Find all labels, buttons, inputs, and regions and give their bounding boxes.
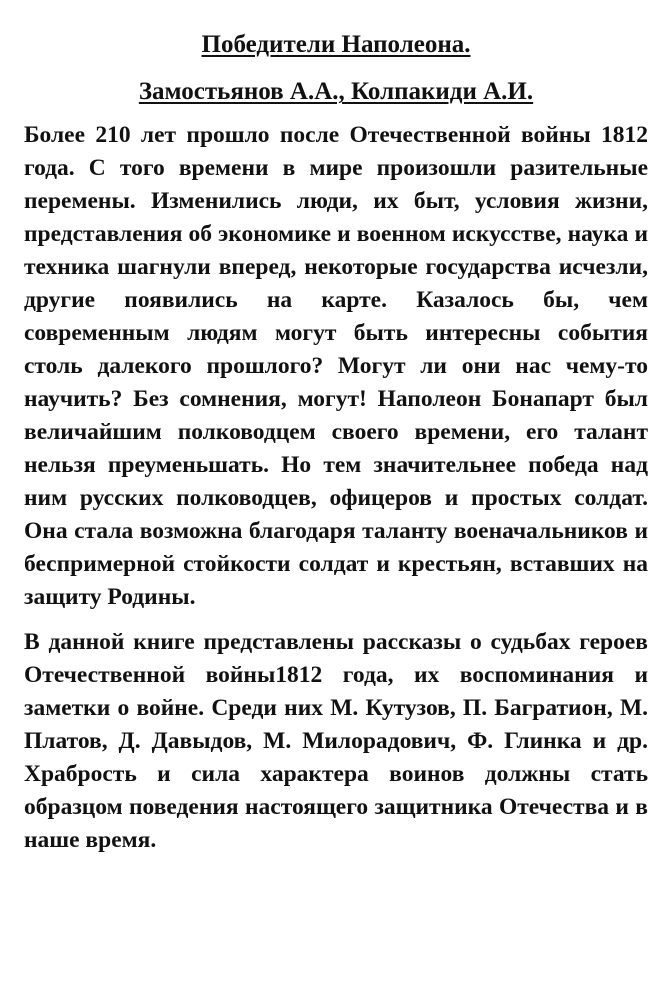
book-authors: Замостьянов А.А., Колпакиди А.И. (138, 78, 534, 105)
paragraph-intro: Более 210 лет прошло после Отечественной войны 1812 года. С того времени в мире произошли разительные перемены. Изменились люди, их быт, условия жизни, представления об экономике и военном искусстве, наука и техника шагнули вперед, некоторые государства исчезли, другие появились на карте. Казалось бы, чем современным людям могут быть интересны события столь далекого прошлого? Могут ли они нас чему-то научить? Без сомнения, могут! Наполеон Бонапарт был величайшим полководцем своего времени, его талант нельзя преуменьшать. Но тем значительнее победа над ним русских полководцев, офицеров и простых солдат. Она стала возможна благодаря таланту военачальников и беспримерной стойкости солдат и крестьян, вставших на защиту Родины. (24, 122, 648, 610)
book-title: Победители Наполеона. (201, 31, 471, 58)
paragraph-book-contents: В данной книге представлены рассказы о судьбах героев Отечественной войны1812 года, их воспоминания и заметки о войне. Среди них М. Кутузов, П. Багратион, М. Платов, Д. Давыдов, М. Милорадович, Ф. Глинка и др. Храбрость и сила характера воинов должны стать образцом поведения настоящего защитника Отечества и в наше время. (24, 629, 648, 853)
document-page (24, 30, 648, 857)
